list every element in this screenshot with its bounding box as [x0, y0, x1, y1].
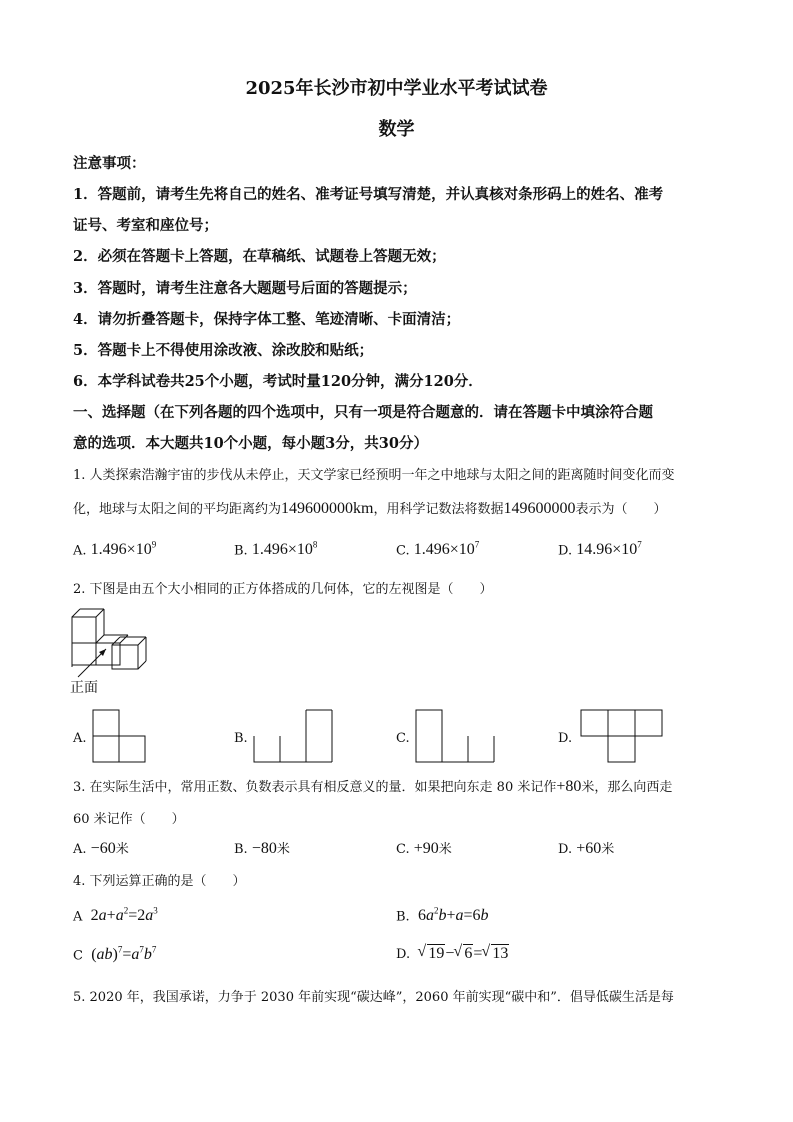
q3-option-a[interactable]: A. −60米	[73, 840, 129, 857]
notice-item-4: 4．请勿折叠答题卡，保持字体工整、笔迹清晰、卡面清洁；	[73, 311, 461, 328]
q1-text-c: 表示为（ ）	[575, 502, 667, 517]
notice-item-1a: 1．答题前，请考生先将自己的姓名、准考证号填写清楚，并认真核对条形码上的姓名、准考	[73, 186, 664, 203]
q2-front-label: 正面	[70, 680, 98, 696]
q2-option-c-label: C.	[396, 731, 410, 746]
q1-option-c[interactable]: C. $1.496\times 10^7$	[396, 540, 480, 559]
q2-option-b-label: B.	[234, 731, 248, 746]
q2-option-a-figure[interactable]	[92, 708, 148, 764]
q3-option-c[interactable]: C. +90米	[396, 840, 452, 857]
q2-option-b-figure[interactable]	[253, 708, 337, 764]
q1-text-b: ，用科学记数法将数据	[373, 502, 504, 517]
q2-option-a-label: A.	[73, 731, 87, 746]
q5-line1: 5. 2020 年，我国承诺，力争于 2030 年前实现“碳达峰”，2060 年前实现“碳中和”．倡导低碳生活是每	[73, 990, 674, 1005]
q1-line1: 1. 人类探索浩瀚宇宙的步伐从未停止，天文学家已经预明一年之中地球与太阳之间的距离随时间变化而变	[73, 468, 675, 483]
q3-option-b[interactable]: B. −80米	[234, 840, 290, 857]
q1-option-a[interactable]: A. $1.496\times 10^9$	[73, 540, 157, 559]
q1-option-b[interactable]: B. $1.496\times 10^8$	[234, 540, 318, 559]
q2-option-c-figure[interactable]	[415, 708, 499, 764]
q4-option-b[interactable]: B. $6a^2b+a=6b$	[396, 906, 489, 925]
q3-line1: 3. 在实际生活中，常用正数、负数表示具有相反意义的量．如果把向东走 80 米记作+80米，那么向西走	[73, 778, 673, 795]
section-heading-line1: 一、选择题（在下列各题的四个选项中，只有一项是符合题意的．请在答题卡中填涂符合题	[73, 404, 653, 421]
notice-item-3: 3．答题时，请考生注意各大题题号后面的答题提示；	[73, 280, 417, 297]
notice-item-2: 2．必须在答题卡上答题，在草稿纸、试题卷上答题无效；	[73, 248, 446, 265]
notice-item-1b: 证号、考室和座位号；	[73, 217, 218, 234]
q1-distance: 149600000km	[281, 500, 374, 517]
q1-text-a: 化，地球与太阳之间的平均距离约为	[73, 502, 282, 517]
q3-option-d[interactable]: D. +60米	[558, 840, 615, 857]
q1-line2	[73, 498, 667, 518]
q2-option-d-figure[interactable]	[579, 708, 665, 764]
q4-option-d[interactable]: D. √ 19−√ 6=√ 13	[396, 945, 509, 963]
notice-heading: 注意事项：	[73, 155, 146, 172]
q1-option-d[interactable]: D. $14.96\times 10^7$	[558, 540, 642, 559]
notice-item-6: 6．本学科试卷共25个小题，考试时量120分钟，满分120分．	[73, 373, 483, 390]
q4-option-a[interactable]: A $2a+a^2=2a^3$	[73, 906, 158, 925]
subject-title: 数学	[378, 119, 415, 140]
section-heading-line2: 意的选项．本大题共10个小题，每小题3分，共30分）	[73, 435, 428, 452]
q1-number: 149600000	[503, 500, 576, 517]
q2-text: 2. 下图是由五个大小相同的正方体搭成的几何体，它的左视图是（ ）	[73, 582, 493, 597]
notice-item-5: 5．答题卡上不得使用涂改液、涂改胶和贴纸；	[73, 342, 374, 359]
exam-title: 2025年长沙市初中学业水平考试试卷	[245, 78, 548, 99]
q4-text: 4. 下列运算正确的是（ ）	[73, 874, 246, 889]
q3-line2: 60 米记作（ ）	[73, 812, 185, 827]
q2-option-d-label: D.	[558, 731, 573, 746]
q4-option-c[interactable]: C $(ab)^7=a^7b^7$	[73, 945, 157, 964]
